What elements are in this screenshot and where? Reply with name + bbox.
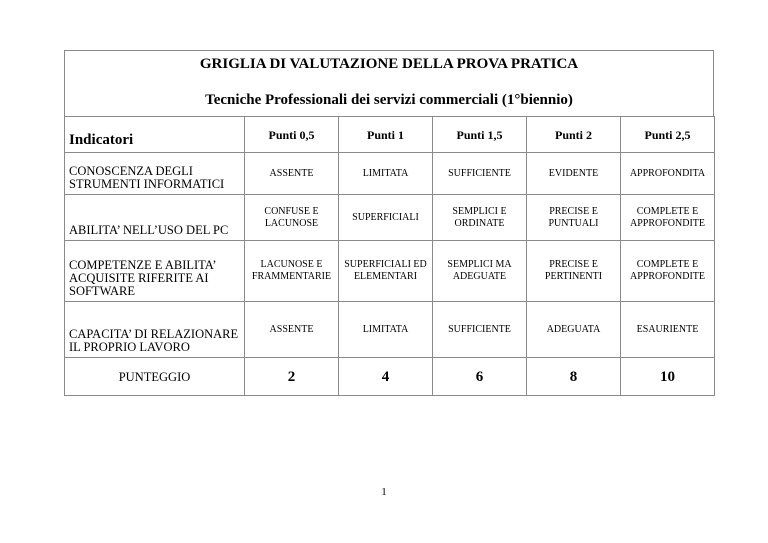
level-cell: ASSENTE <box>245 153 339 195</box>
level-cell: PRECISE E PUNTUALI <box>527 195 621 241</box>
indicator-cell: COMPETENZE E ABILITA’ ACQUISITE RIFERITE AI SOFTWARE <box>65 241 245 302</box>
indicator-cell: CONOSCENZA DEGLI STRUMENTI INFORMATICI <box>65 153 245 195</box>
indicators-header: Indicatori <box>65 117 245 153</box>
title-box <box>64 50 714 116</box>
score-value: 2 <box>245 358 339 396</box>
indicator-cell: CAPACITA’ DI RELAZIONARE IL PROPRIO LAVORO <box>65 302 245 358</box>
grid-table <box>64 116 715 396</box>
table-row <box>65 195 715 241</box>
level-header: Punti 0,5 <box>245 117 339 153</box>
grid-title: GRIGLIA DI VALUTAZIONE DELLA PROVA PRATICA <box>199 56 579 72</box>
page-number: 1 <box>381 486 387 498</box>
level-cell: SUFFICIENTE <box>433 153 527 195</box>
score-value: 4 <box>339 358 433 396</box>
level-cell: SEMPLICI E ORDINATE <box>433 195 527 241</box>
level-cell: ESAURIENTE <box>621 302 715 358</box>
level-cell: ADEGUATA <box>527 302 621 358</box>
score-label: PUNTEGGIO <box>65 358 245 396</box>
indicator-cell: ABILITA’ NELL’USO DEL PC <box>65 195 245 241</box>
table-row <box>65 241 715 302</box>
level-cell: SEMPLICI MA ADEGUATE <box>433 241 527 302</box>
level-cell: SUFFICIENTE <box>433 302 527 358</box>
level-cell: ASSENTE <box>245 302 339 358</box>
level-header: Punti 1 <box>339 117 433 153</box>
grid-subtitle: Tecniche Professionali dei servizi commerciali (1°biennio) <box>205 92 573 108</box>
level-cell: SUPERFICIALI ED ELEMENTARI <box>339 241 433 302</box>
level-header: Punti 1,5 <box>433 117 527 153</box>
level-cell: LACUNOSE E FRAMMENTARIE <box>245 241 339 302</box>
level-cell: LIMITATA <box>339 153 433 195</box>
score-value: 10 <box>621 358 715 396</box>
header-row <box>65 117 715 153</box>
table-row <box>65 153 715 195</box>
level-cell: LIMITATA <box>339 302 433 358</box>
level-header: Punti 2,5 <box>621 117 715 153</box>
score-value: 8 <box>527 358 621 396</box>
level-cell: APPROFONDITA <box>621 153 715 195</box>
level-cell: COMPLETE E APPROFONDITE <box>621 241 715 302</box>
score-value: 6 <box>433 358 527 396</box>
level-cell: EVIDENTE <box>527 153 621 195</box>
evaluation-grid <box>64 50 714 396</box>
table-row <box>65 302 715 358</box>
level-cell: COMPLETE E APPROFONDITE <box>621 195 715 241</box>
level-cell: CONFUSE E LACUNOSE <box>245 195 339 241</box>
level-cell: SUPERFICIALI <box>339 195 433 241</box>
level-header: Punti 2 <box>527 117 621 153</box>
score-row <box>65 358 715 396</box>
level-cell: PRECISE E PERTINENTI <box>527 241 621 302</box>
